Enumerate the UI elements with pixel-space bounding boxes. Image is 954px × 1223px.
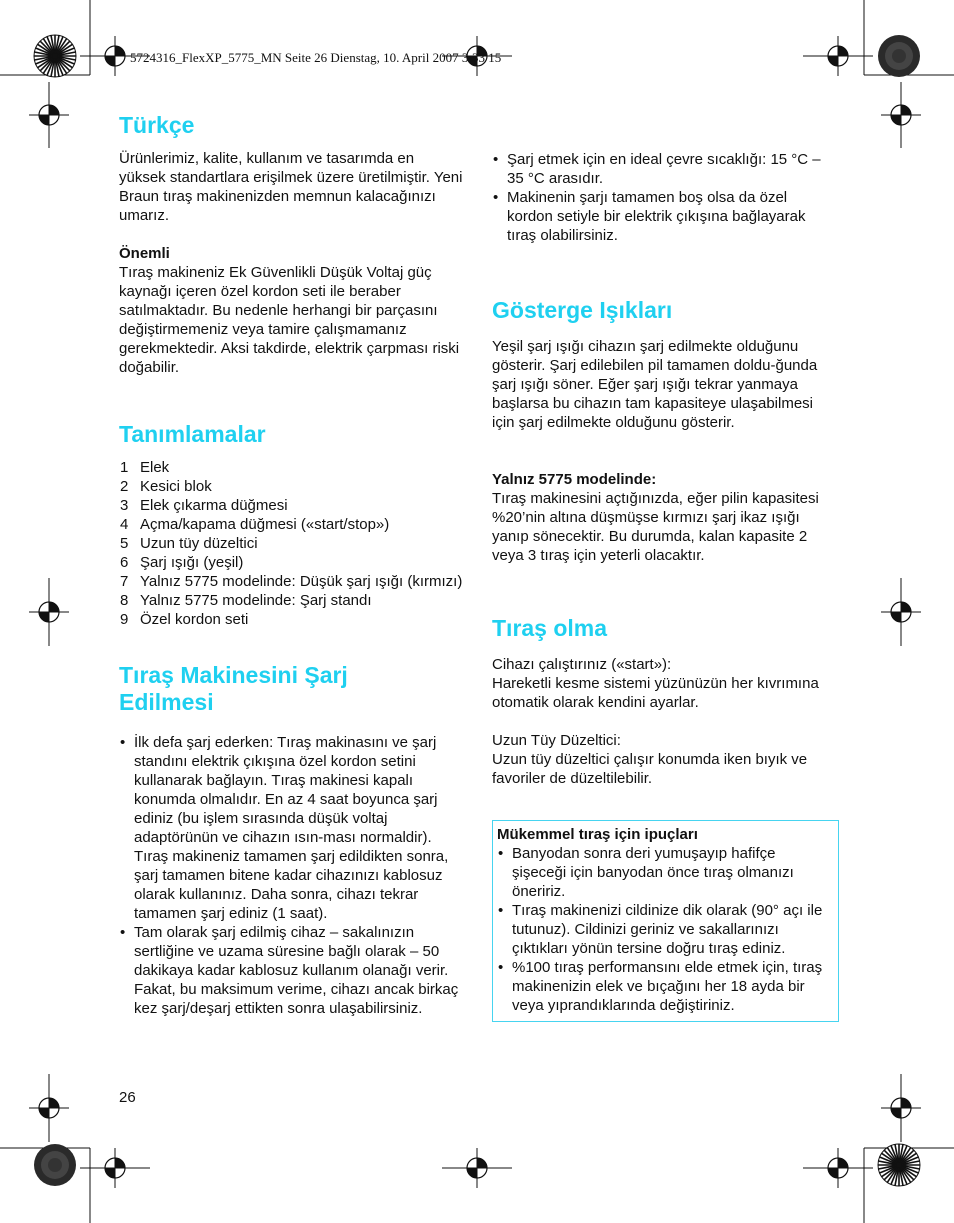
descriptions-title: Tanımlamalar [119,421,266,447]
list-item: • İlk defa şarj ederken: Tıraş makinasını ve şarj standını elektrik çıkışına özel kordon setini kullanarak bağlayın. Tıraş makinesi kapalı konumda olmalıdır. En az 4 saat boyunca şarj ediniz (bu işlem sırasında düşük voltaj adaptörünün ve cihazın ısın-ması normaldir). Tıraş makineniz tamamen şarj edildikten sonra, şarj tamamen bitene kadar cihazınızı kablosuz olarak kullanınız. Daha sonra, cihazı tekrar tamamen şarj ediniz (1 saat). [119,733,464,923]
charging-list [119,733,464,1018]
important-heading: Önemli [119,245,170,262]
page-number: 26 [119,1089,136,1106]
list-item: • Şarj etmek için en ideal çevre sıcaklığı: 15 °C – 35 °C arasıdır. [492,150,837,188]
item-text: Yalnız 5775 modelinde: Düşük şarj ışığı (kırmızı) [140,573,463,590]
shaving-title: Tıraş olma [492,615,608,641]
trimmer-label: Uzun Tüy Düzeltici: [492,732,621,749]
item-text: Şarj ışığı (yeşil) [140,554,244,571]
list-item [119,515,464,534]
right-column [492,150,837,1022]
charging-conditions-list [492,150,837,245]
item-number: 4 [120,516,129,533]
descriptions-list [119,458,464,629]
item-number: 1 [120,459,129,476]
item-text: Elek [140,459,170,476]
important-paragraph: Tıraş makineniz Ek Güvenlikli Düşük Voltaj güç kaynağı içeren özel kordon seti ile beraber satılmaktadır. Bu nedenle herhangi bir parçasını değiştirmemeniz veya tamire çalışmamanız gerekmektedir. Aksi takdirde, elektrik çarpması riski doğabilir. [119,264,460,376]
indicator-paragraph: Yeşil şarj ışığı cihazın şarj edilmekte olduğunu gösterir. Şarj edilebilen pil tamamen doldu-ğunda şarj ışığı söner. Eğer şarj ışığı tekrar yanmaya başlarsa bu cihazın tam kapasiteye ulaşabilmesi için şarj edilmekte olduğunu gösterir. [492,338,818,431]
list-item: • %100 tıraş performansını elde etmek için, tıraş makinenizin elek ve bıçağını her 18 ayda bir veya yıprandıklarında değiştiriniz. [497,958,830,1015]
charging-title: Tıraş Makinesini Şarj Edilmesi [119,662,348,715]
trimmer-paragraph: Uzun tüy düzeltici çalışır konumda iken bıyık ve favoriler de düzeltilebilir. [492,751,808,787]
item-number: 5 [120,535,129,552]
intro-paragraph: Ürünlerimiz, kalite, kullanım ve tasarımda en yüksek standartlara erişilmek üzere üretilmiştir. Yeni Braun tıraş makinenizden memnun kalacağınızı umarız. [119,150,463,224]
list-item: • Banyodan sonra deri yumuşayıp hafifçe şişeceği için banyodan önce tıraş olmanızı öneririz. [497,844,830,901]
tips-heading: Mükemmel tıraş için ipuçları [497,826,698,843]
item-number: 2 [120,478,129,495]
item-text: Elek çıkarma düğmesi [140,497,288,514]
item-number: 3 [120,497,129,514]
shaving-paragraph: Hareketli kesme sistemi yüzünüzün her kıvrımına otomatik olarak kendini ayarlar. [492,675,819,711]
indicator-lights-title: Gösterge Işıkları [492,297,673,323]
list-item [119,610,464,629]
tips-list [497,844,830,1015]
left-column [119,112,464,1018]
list-item [119,458,464,477]
list-item [119,477,464,496]
model-heading: Yalnız 5775 modelinde: [492,471,657,488]
item-text: Uzun tüy düzeltici [140,535,258,552]
shaving-start-label: Cihazı çalıştırınız («start»): [492,656,672,673]
item-text: Özel kordon seti [140,611,249,628]
item-text: Kesici blok [140,478,212,495]
list-item [119,591,464,610]
tips-box [492,820,839,1022]
list-item [119,496,464,515]
list-item: • Makinenin şarjı tamamen boş olsa da özel kordon setiyle bir elektrik çıkışına bağlayarak tıraş olabilirsiniz. [492,188,837,245]
item-number: 7 [120,573,129,590]
item-number: 6 [120,554,129,571]
item-number: 9 [120,611,129,628]
list-item [119,534,464,553]
list-item: • Tam olarak şarj edilmiş cihaz – sakalınızın sertliğine ve uzama süresine bağlı olarak – 50 dakikaya kadar kablosuz kullanım olanağı verir. Fakat, bu maksimum verime, cihazı ancak birkaç kez şarj/deşarj ettikten sonra ulaşabilirsiniz. [119,923,464,1018]
item-number: 8 [120,592,129,609]
model-paragraph: Tıraş makinesini açtığınızda, eğer pilin kapasitesi %20’nin altına düşmüşse kırmızı şarj ikaz ışığı yanıp sönecektir. Bu durumda, kalan kapasite 2 veya 3 tıraş için yeterli olacaktır. [492,490,819,564]
language-title: Türkçe [119,112,195,138]
file-info-header: 5724316_FlexXP_5775_MN Seite 26 Dienstag, 10. April 2007 3:33 15 [130,50,502,65]
list-item: • Tıraş makinenizi cildinize dik olarak (90° açı ile tutunuz). Cildinizi geriniz ve sakallarınızı çıktıkları yönün tersine doğru tıraş ediniz. [497,901,830,958]
item-text: Yalnız 5775 modelinde: Şarj standı [140,592,372,609]
item-text: Açma/kapama düğmesi («start/stop») [140,516,390,533]
list-item [119,553,464,572]
list-item [119,572,464,591]
